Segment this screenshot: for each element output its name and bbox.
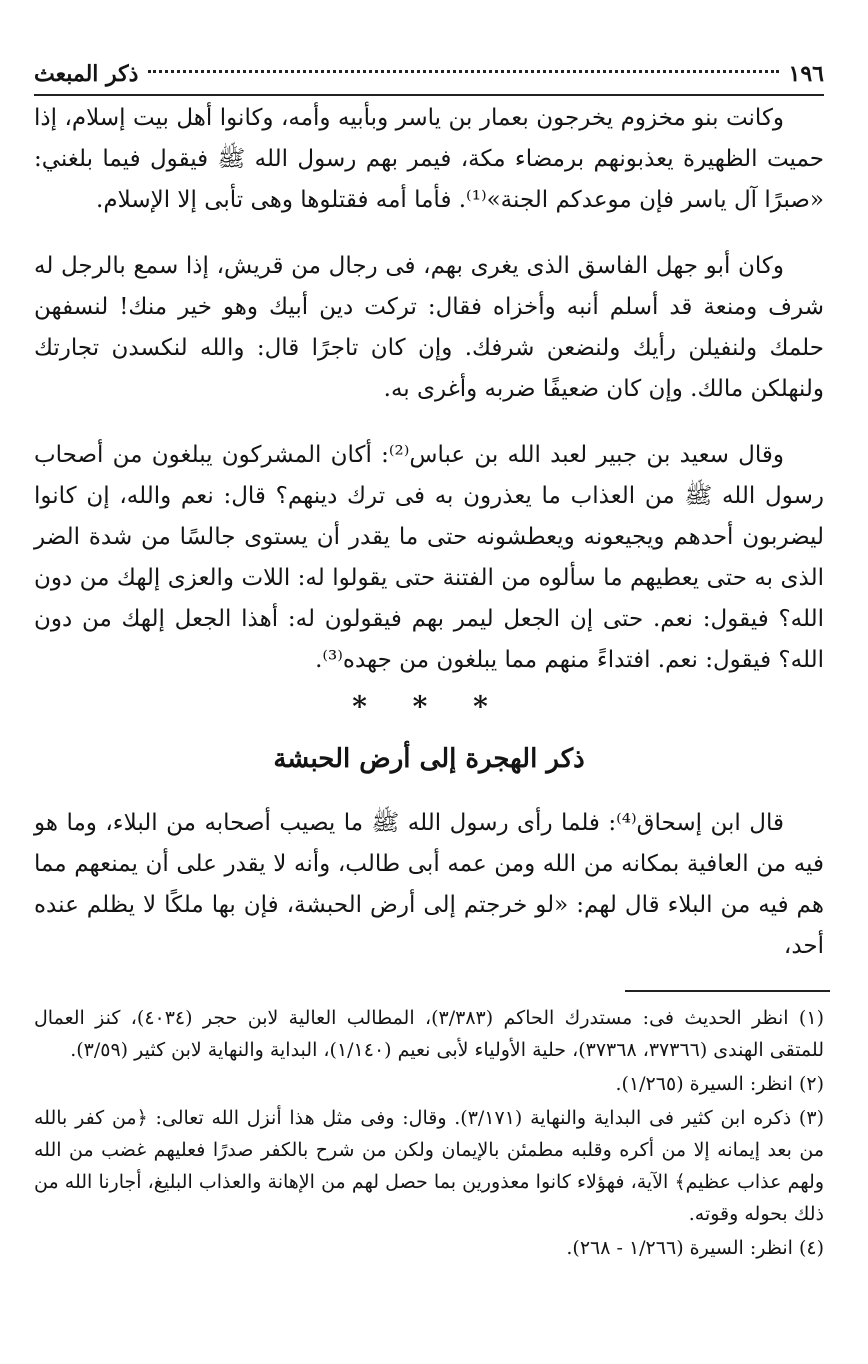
header-dot-leader bbox=[148, 69, 778, 73]
footnote-3: (٣) ذكره ابن كثير فى البداية والنهاية (٣/١٧١). وقال: وفى مثل هذا أنزل الله تعالى: ﴿من كفر بالله من بعد إيمانه إلا من أكره وقلبه مطمئن بالإيمان ولكن من شرح بالكفر صدرًا فعليهم غضب من الله ولهم عذاب عظيم﴾ الآية، فهؤلاء كانوا معذورين بما حصل لهم من الإهانة والعذاب البليغ، أجارنا الله من ذلك بحوله وقوته. bbox=[34, 1107, 824, 1225]
footnote-rule bbox=[625, 990, 830, 992]
header-rule bbox=[34, 94, 824, 96]
section-heading: ذكر الهجرة إلى أرض الحبشة bbox=[273, 744, 585, 774]
section-separator: * * * bbox=[352, 690, 506, 723]
body-paragraph-2 bbox=[34, 246, 824, 410]
footnotes bbox=[34, 1002, 824, 1266]
body-paragraph-3 bbox=[34, 435, 824, 681]
paragraph-text: وكان أبو جهل الفاسق الذى يغرى بهم، فى رجال من قريش، إذا سمع بالرجل له شرف ومنعة قد أسلم أنبه وأخزاه فقال: تركت دين أبيك وهو خير منك! لنسفهن حلمك ولنفيلن رأيك ولنضعن شرفك. وإن كان تاجرًا قال: والله لنكسدن تجارتك ولنهلكن مالك. وإن كان ضعيفًا ضربه وأغرى به. bbox=[34, 253, 824, 402]
page-number: ١٩٦ bbox=[788, 61, 824, 87]
body-paragraph-1 bbox=[34, 98, 824, 221]
paragraph-text: وقال سعيد بن جبير لعبد الله بن عباس⁽²⁾: أكان المشركون يبلغون من أصحاب رسول الله ﷺ من العذاب ما يعذرون به فى ترك دينهم؟ قال: نعم والله، إن كانوا ليضربون أحدهم ويجيعونه ويعطشونه حتى ما يقدر أن يستوى جالسًا من شدة الضر الذى به حتى يعطيهم ما سألوه من الفتنة حتى يقولوا له: اللات والعزى إلهك من دون الله؟ فيقول: نعم. حتى إن الجعل ليمر بهم فيقولون له: أهذا الجعل إلهك من دون الله؟ فيقول: نعم. افتداءً منهم مما يبلغون من جهده⁽³⁾. bbox=[34, 442, 824, 673]
page-header bbox=[34, 54, 824, 94]
footnote-1: (١) انظر الحديث فى: مستدرك الحاكم (٣/٣٨٣)، المطالب العالية لابن حجر (٤٠٣٤)، كنز العمال للمتقى الهندى (٣٧٣٦٦، ٣٧٣٦٨)، حلية الأولياء لأبى نعيم (١/١٤٠)، البداية والنهاية لابن كثير (٣/٥٩). bbox=[34, 1007, 824, 1061]
running-title: ذكر المبعث bbox=[34, 61, 139, 87]
paragraph-text: قال ابن إسحاق⁽⁴⁾: فلما رأى رسول الله ﷺ ما يصيب أصحابه من البلاء، وما هو فيه من العافية بمكانه من الله ومن عمه أبى طالب، وأنه لا يقدر على أن يمنعهم مما هم فيه من البلاء قال لهم: «لو خرجتم إلى أرض الحبشة، فإن بها ملكًا لا يظلم عنده أحد، bbox=[34, 810, 824, 959]
footnote-4: (٤) انظر: السيرة (١/٢٦٦ - ٢٦٨). bbox=[566, 1237, 824, 1259]
footnote-2: (٢) انظر: السيرة (١/٢٦٥). bbox=[615, 1073, 824, 1095]
paragraph-text: وكانت بنو مخزوم يخرجون بعمار بن ياسر وبأبيه وأمه، وكانوا أهل بيت إسلام، إذا حميت الظهيرة يعذبونهم برمضاء مكة، فيمر بهم رسول الله ﷺ فيقول فيما بلغني: «صبرًا آل ياسر فإن موعدكم الجنة»⁽¹⁾. فأما أمه فقتلوها وهى تأبى إلا الإسلام. bbox=[34, 105, 824, 213]
section-paragraph bbox=[34, 803, 824, 967]
